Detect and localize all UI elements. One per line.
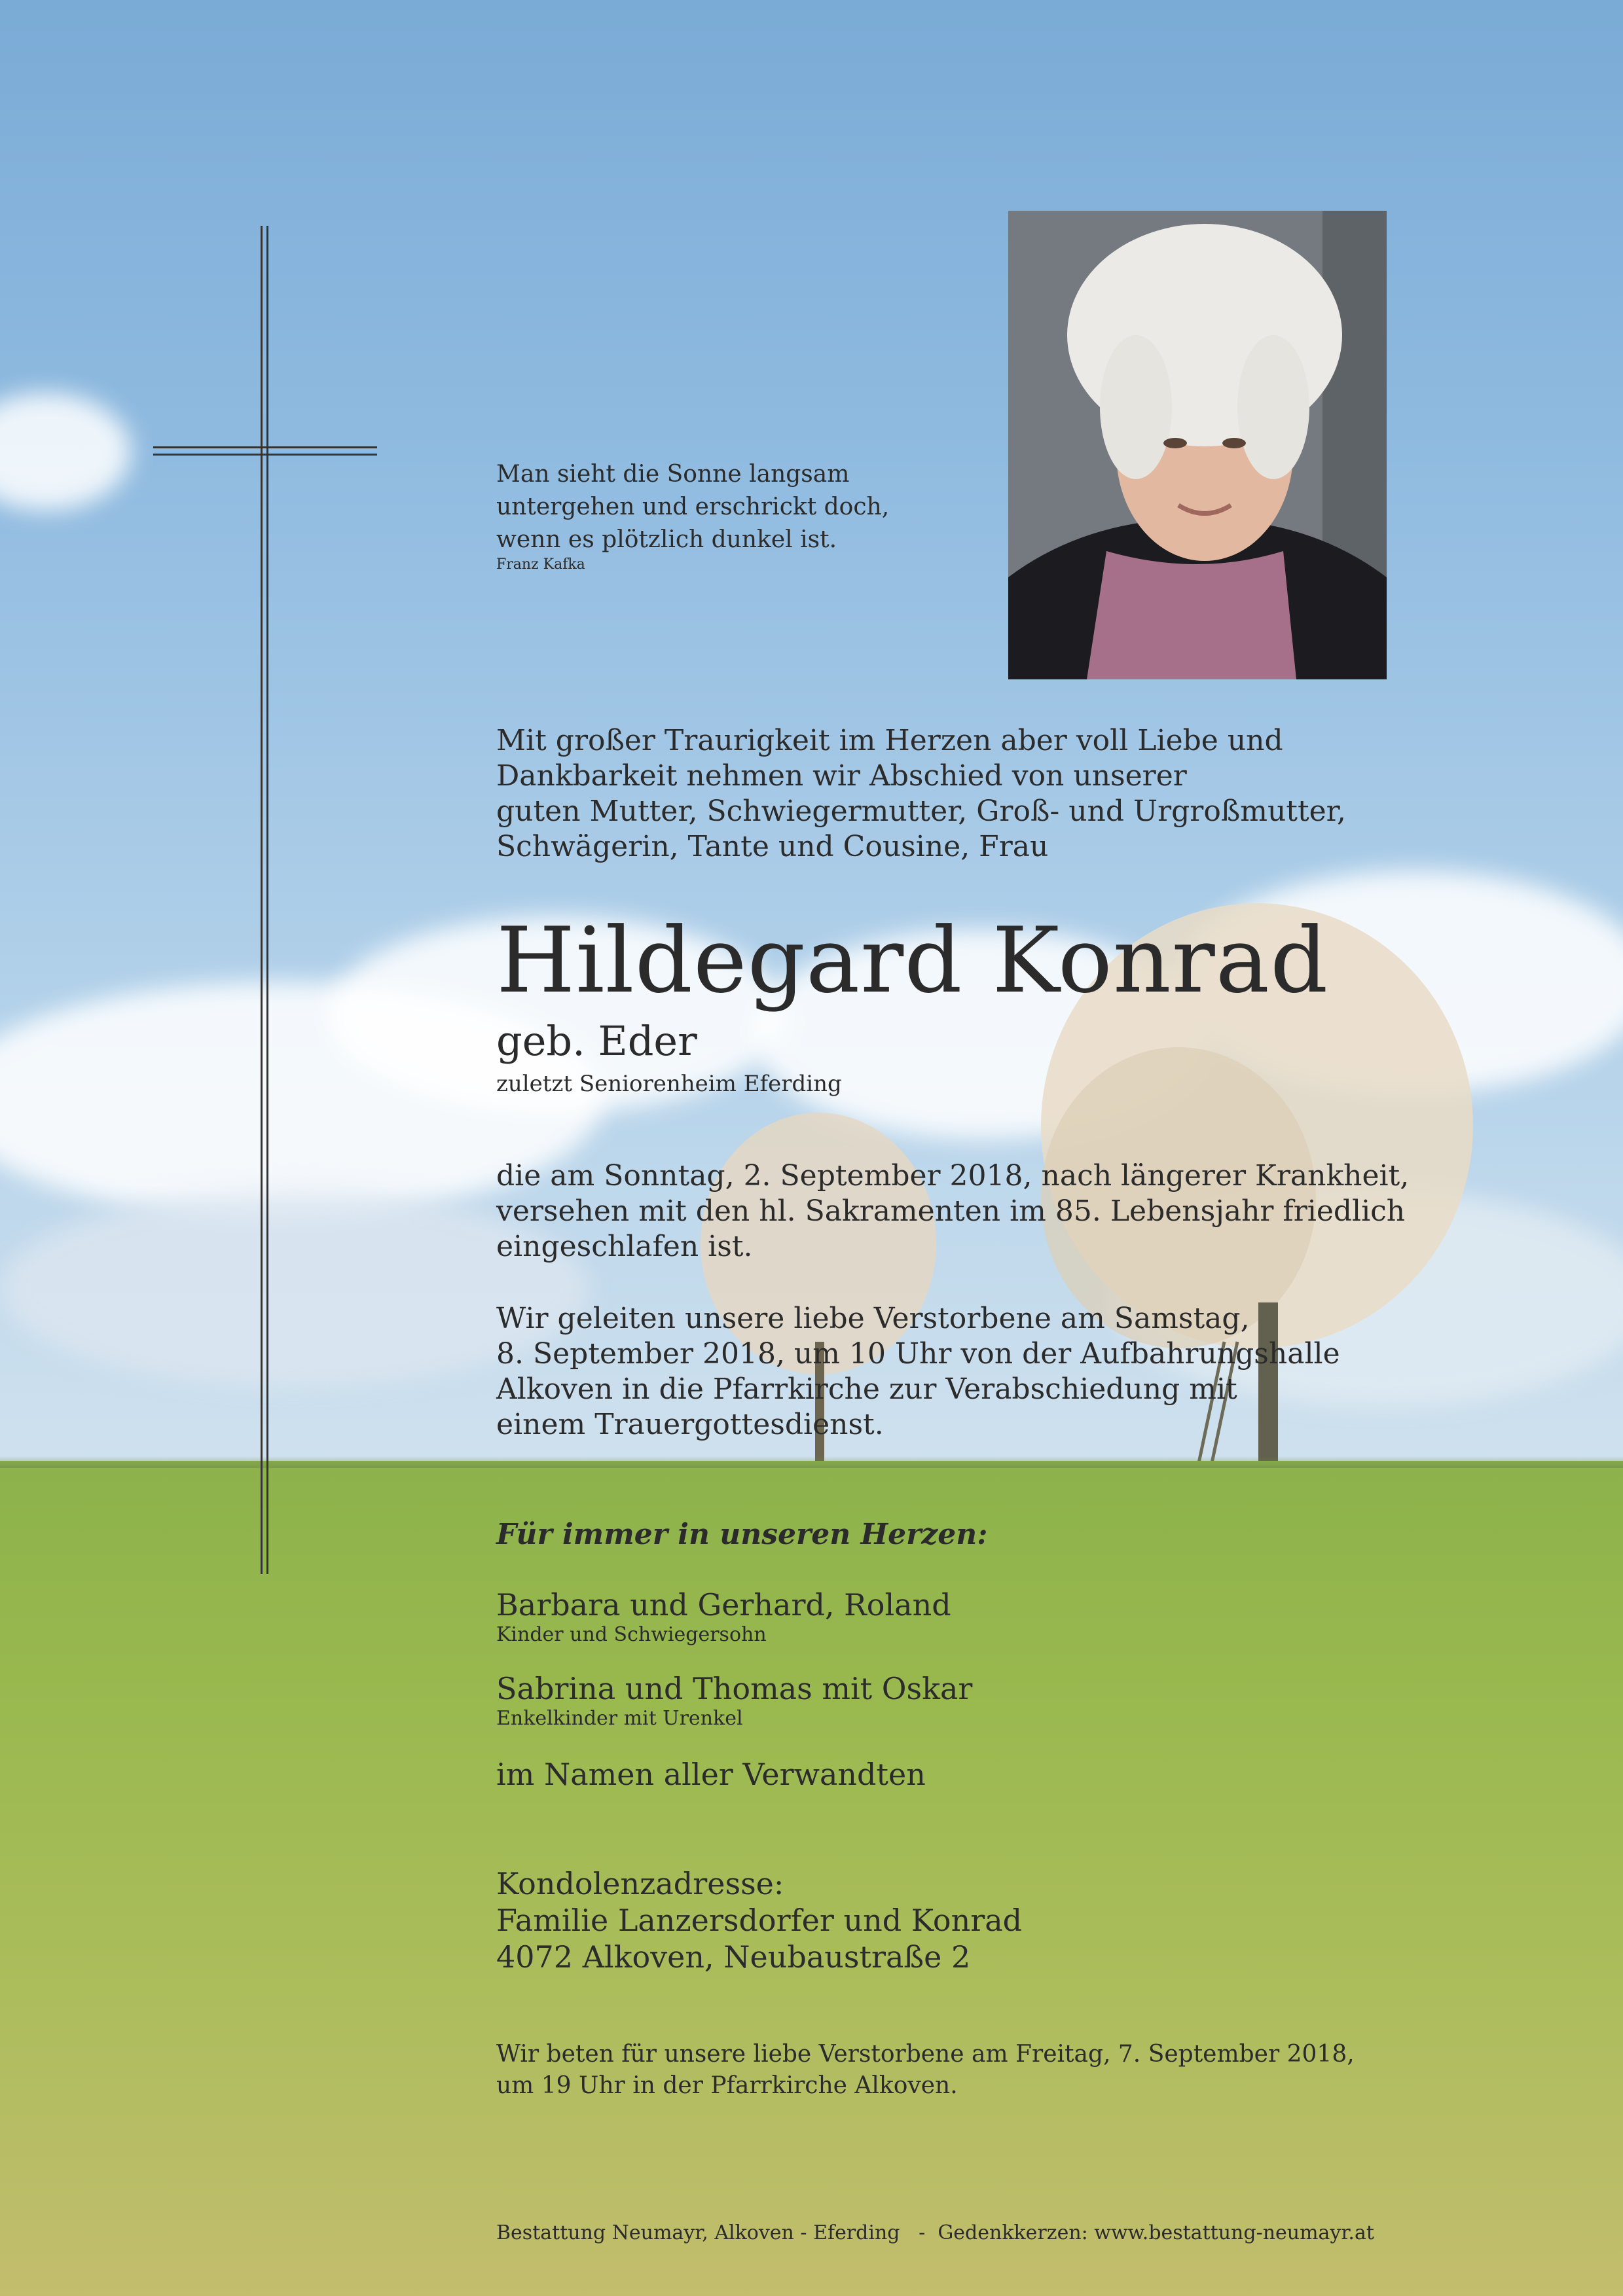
intro-line: Mit großer Traurigkeit im Herzen aber voll Liebe und xyxy=(496,724,1283,757)
family-names: Sabrina und Thomas mit Oskar xyxy=(496,1671,973,1706)
funeral-line: 8. September 2018, um 10 Uhr von der Aufbahrungshalle xyxy=(496,1337,1340,1371)
cross-horizontal-beam xyxy=(153,446,377,456)
funeral-line: Alkoven in die Pfarrkirche zur Verabschiedung mit xyxy=(496,1372,1237,1406)
quote-line: wenn es plötzlich dunkel ist. xyxy=(496,526,837,553)
funeral-line: Wir geleiten unsere liebe Verstorbene am Samstag, xyxy=(496,1302,1250,1335)
family-names: Barbara und Gerhard, Roland xyxy=(496,1587,951,1623)
quote-line: untergehen und erschrickt doch, xyxy=(496,493,890,520)
last-residence: zuletzt Seniorenheim Eferding xyxy=(496,1071,842,1097)
relatives-note: im Namen aller Verwandten xyxy=(496,1757,926,1792)
family-role: Kinder und Schwiegersohn xyxy=(496,1623,767,1646)
death-line: die am Sonntag, 2. September 2018, nach längerer Krankheit, xyxy=(496,1159,1410,1193)
family-entry xyxy=(496,1587,951,1647)
funeral-line: einem Trauergottesdienst. xyxy=(496,1408,884,1441)
funeral-notice xyxy=(496,1301,1340,1443)
portrait-photo xyxy=(1008,211,1387,679)
family-entry xyxy=(496,1670,972,1731)
quote-author: Franz Kafka xyxy=(496,556,585,573)
address-line: Kondolenzadresse: xyxy=(496,1866,784,1901)
intro-line: Schwägerin, Tante und Cousine, Frau xyxy=(496,830,1049,863)
death-line: eingeschlafen ist. xyxy=(496,1230,753,1263)
prayer-line: um 19 Uhr in der Pfarrkirche Alkoven. xyxy=(496,2072,958,2099)
deceased-name: Hildegard Konrad xyxy=(496,908,1329,1013)
intro-line: Dankbarkeit nehmen wir Abschied von unserer xyxy=(496,759,1187,793)
motto: Für immer in unseren Herzen: xyxy=(496,1518,988,1551)
death-notice xyxy=(496,1158,1409,1265)
intro-line: guten Mutter, Schwiegermutter, Groß- und Urgroßmutter, xyxy=(496,795,1346,828)
family-role: Enkelkinder mit Urenkel xyxy=(496,1707,743,1730)
cross-vertical-beam xyxy=(261,226,268,1574)
address-line: 4072 Alkoven, Neubaustraße 2 xyxy=(496,1939,971,1975)
prayer-notice xyxy=(496,2039,1355,2102)
horizon xyxy=(0,1456,1623,1468)
prayer-line: Wir beten für unsere liebe Verstorbene am Freitag, 7. September 2018, xyxy=(496,2041,1355,2068)
intro-text xyxy=(496,723,1478,865)
quote-line: Man sieht die Sonne langsam xyxy=(496,461,850,488)
address-line: Familie Lanzersdorfer und Konrad xyxy=(496,1903,1023,1938)
condolence-address xyxy=(496,1865,1022,1975)
kafka-quote xyxy=(496,458,955,573)
death-line: versehen mit den hl. Sakramenten im 85. Lebensjahr friedlich xyxy=(496,1194,1406,1228)
footer-funeral-home: Bestattung Neumayr, Alkoven - Eferding - Gedenkkerzen: www.bestattung-neumayr.at xyxy=(496,2221,1374,2244)
maiden-name: geb. Eder xyxy=(496,1017,697,1065)
